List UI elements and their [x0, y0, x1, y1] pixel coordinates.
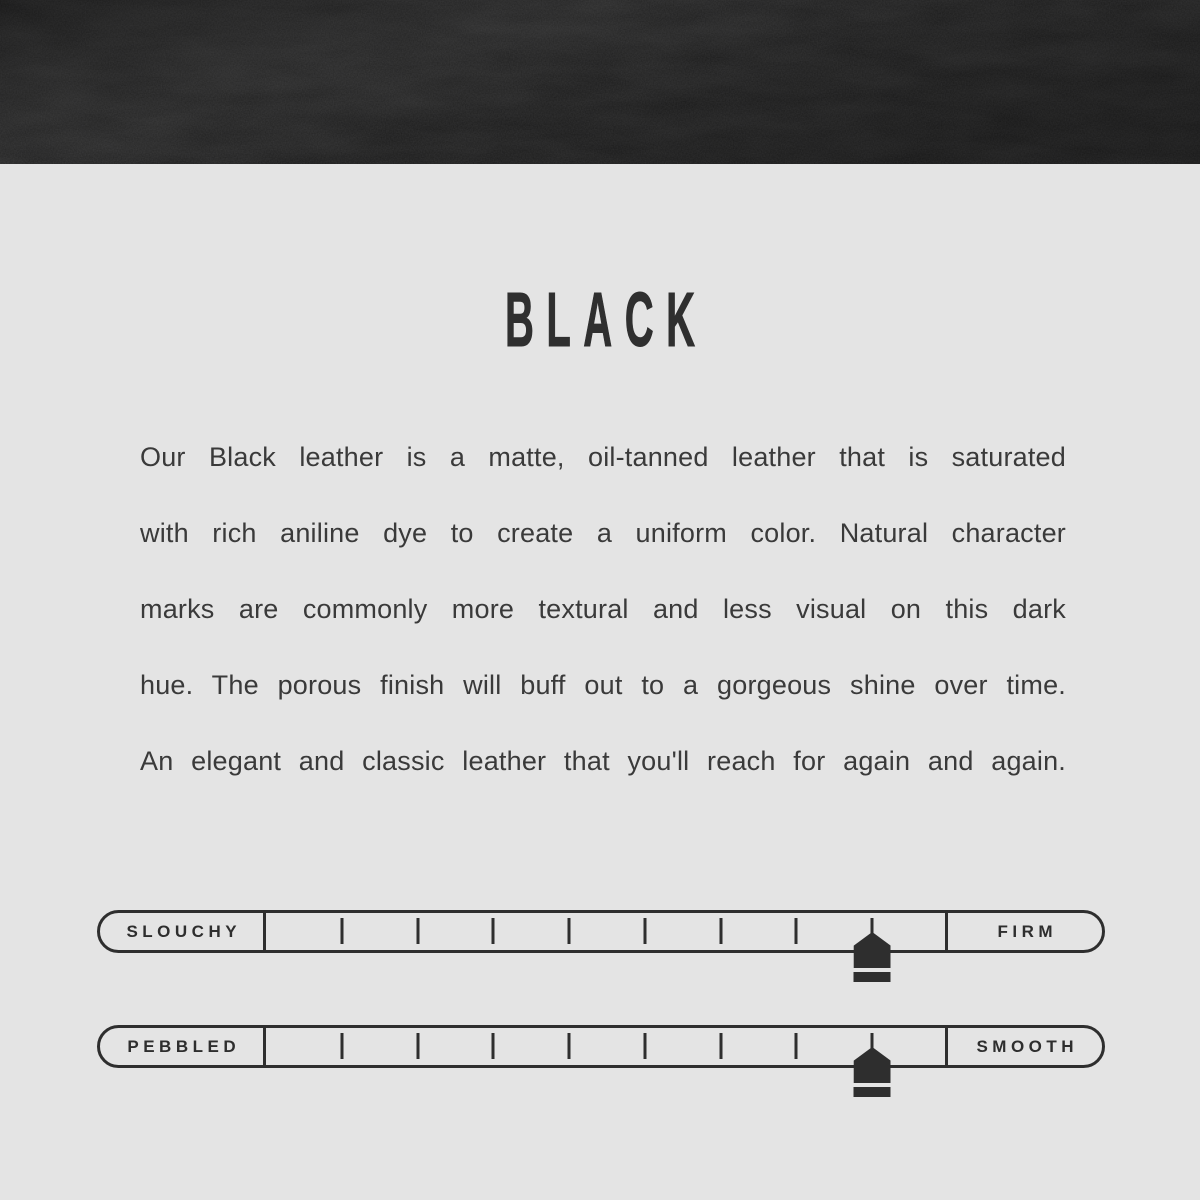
scale-tick — [643, 918, 646, 944]
scale-tick — [416, 1033, 419, 1059]
scale-tick — [568, 918, 571, 944]
texture-scale-left-cell — [100, 1028, 266, 1065]
leather-texture-graphic — [0, 0, 1200, 164]
scale-tick — [340, 1033, 343, 1059]
scale-tick — [719, 918, 722, 944]
scale-marker-indicator — [854, 1047, 891, 1097]
scale-tick — [340, 918, 343, 944]
scale-tick — [719, 1033, 722, 1059]
texture-scale — [97, 1025, 1105, 1068]
marker-base-bar — [854, 1087, 891, 1097]
leather-swatch-photo — [0, 0, 1200, 164]
description-line: An elegant and classic leather that you'll reach for again and again. — [140, 746, 1066, 776]
texture-scale-right-label: SMOOTH — [976, 1037, 1079, 1056]
marker-base-bar — [854, 972, 891, 982]
drape-scale-right-cell — [945, 913, 1102, 950]
texture-scale-left-label: PEBBLED — [127, 1037, 241, 1056]
scale-tick — [795, 918, 798, 944]
scale-tick — [492, 1033, 495, 1059]
scale-tick — [643, 1033, 646, 1059]
marker-pointer-icon — [854, 932, 891, 968]
drape-scale-left-label: SLOUCHY — [126, 922, 242, 941]
texture-scale-right-cell — [945, 1028, 1102, 1065]
description-line: marks are commonly more textural and less visual on this dark — [140, 594, 1066, 624]
description-line: hue. The porous finish will buff out to a gorgeous shine over time. — [140, 670, 1066, 700]
drape-scale-right-label: FIRM — [997, 922, 1058, 941]
scale-tick — [568, 1033, 571, 1059]
description-line: with rich aniline dye to create a uniform color. Natural character — [140, 518, 1066, 548]
page-title: BLACK — [504, 277, 708, 363]
drape-scale-left-cell — [100, 913, 266, 950]
scale-tick — [795, 1033, 798, 1059]
drape-scale — [97, 910, 1105, 953]
description-paragraph — [140, 419, 1066, 799]
scale-marker-indicator — [854, 932, 891, 982]
marker-pointer-icon — [854, 1047, 891, 1083]
scale-tick — [492, 918, 495, 944]
description-line: Our Black leather is a matte, oil-tanned leather that is saturated — [140, 442, 1066, 472]
scale-tick — [416, 918, 419, 944]
